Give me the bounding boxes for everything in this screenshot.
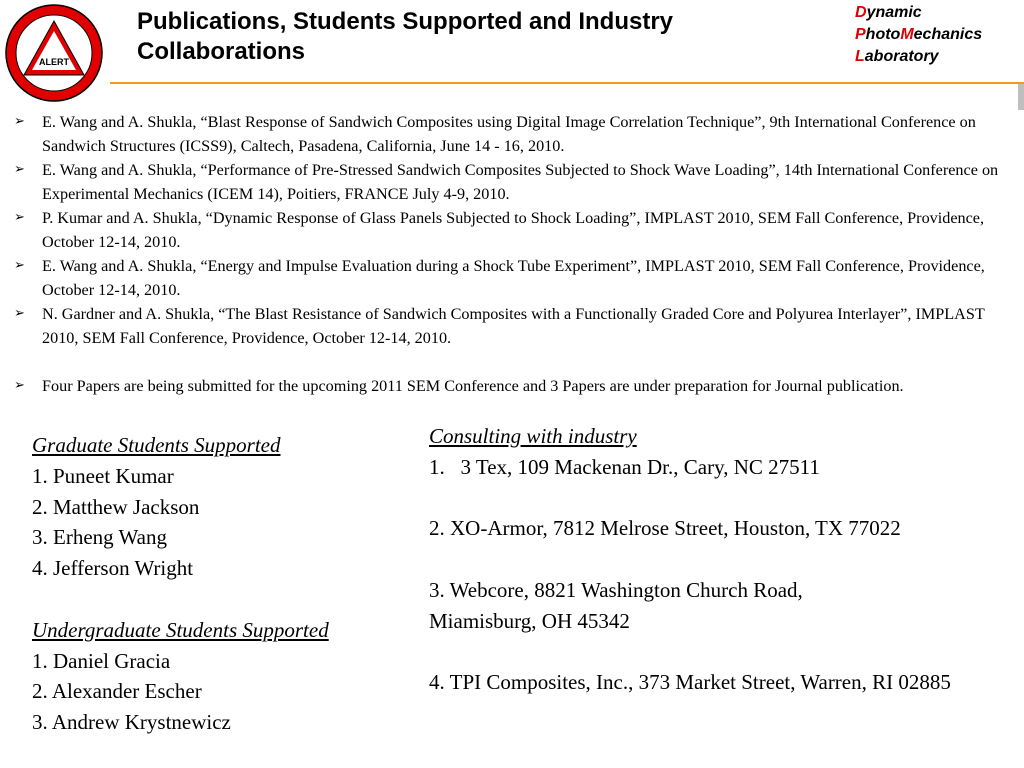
logo-center-text: ALERT <box>39 57 69 67</box>
arrow-bullet-icon: ➢ <box>14 306 25 321</box>
list-item: 1. 3 Tex, 109 Mackenan Dr., Cary, NC 27511 <box>429 454 820 479</box>
arrow-bullet-icon: ➢ <box>14 162 25 177</box>
list-item: 2. XO-Armor, 7812 Melrose Street, Houston, TX 77022 <box>429 516 901 541</box>
students-column <box>32 430 412 738</box>
consulting-heading: Consulting with industry <box>429 424 637 448</box>
arrow-bullet-icon: ➢ <box>14 378 25 393</box>
list-item: ➢ N. Gardner and A. Shukla, “The Blast Resistance of Sandwich Composites with a Functionally Graded Core and Polyurea Interlayer”, IMPLAST 2010, SEM Fall Conference, Providence, October 12-14, 2010. <box>12 302 1012 350</box>
list-item: ➢ E. Wang and A. Shukla, “Energy and Impulse Evaluation during a Shock Tube Experiment”, IMPLAST 2010, SEM Fall Conference, Providence, October 12-14, 2010. <box>12 254 1012 302</box>
undergraduate-heading: Undergraduate Students Supported <box>32 617 329 642</box>
consulting-column <box>429 421 1019 698</box>
alert-seal-icon <box>4 3 104 103</box>
list-item: 4. TPI Composites, Inc., 373 Market Street, Warren, RI 02885 <box>429 670 951 695</box>
page-title: Publications, Students Supported and Industry Collaborations <box>137 8 674 65</box>
arrow-bullet-icon: ➢ <box>14 114 25 129</box>
list-item: ➢ P. Kumar and A. Shukla, “Dynamic Response of Glass Panels Subjected to Shock Loading”, IMPLAST 2010, SEM Fall Conference, Providence, October 12-14, 2010. <box>12 206 1012 254</box>
header-divider-accent <box>1018 84 1024 110</box>
list-item: 2. Alexander Escher <box>32 679 202 704</box>
lab-name: Dynamic PhotoMechanics Laboratory <box>855 4 983 65</box>
list-item: 1. Puneet Kumar <box>32 463 174 488</box>
header-divider <box>110 82 1024 84</box>
list-item: 3. Andrew Krystnewicz <box>32 710 231 735</box>
graduate-heading: Graduate Students Supported <box>32 433 281 457</box>
arrow-bullet-icon: ➢ <box>14 210 25 225</box>
publications-list <box>12 110 1012 398</box>
arrow-bullet-icon: ➢ <box>14 258 25 273</box>
list-item: 1. Daniel Gracia <box>32 648 171 673</box>
list-item: 4. Jefferson Wright <box>32 556 194 581</box>
list-item: 2. Matthew Jackson <box>32 494 200 519</box>
list-item: 3. Webcore, 8821 Washington Church Road, Miamisburg, OH 45342 <box>429 577 803 633</box>
list-item: 3. Erheng Wang <box>32 525 167 550</box>
list-item: ➢ E. Wang and A. Shukla, “Blast Response of Sandwich Composites using Digital Image Correlation Technique”, 9th International Conference on Sandwich Structures (ICSS9), Caltech, Pasadena, California, June 14 - 16, 2010. <box>12 110 1012 158</box>
list-item: ➢ E. Wang and A. Shukla, “Performance of Pre-Stressed Sandwich Composites Subjected to Shock Wave Loading”, 14th International Conference on Experimental Mechanics (ICEM 14), Poitiers, FRANCE July 4-9, 2010. <box>12 158 1012 206</box>
list-item: ➢ Four Papers are being submitted for the upcoming 2011 SEM Conference and 3 Papers are under preparation for Journal publication. <box>12 374 1012 398</box>
